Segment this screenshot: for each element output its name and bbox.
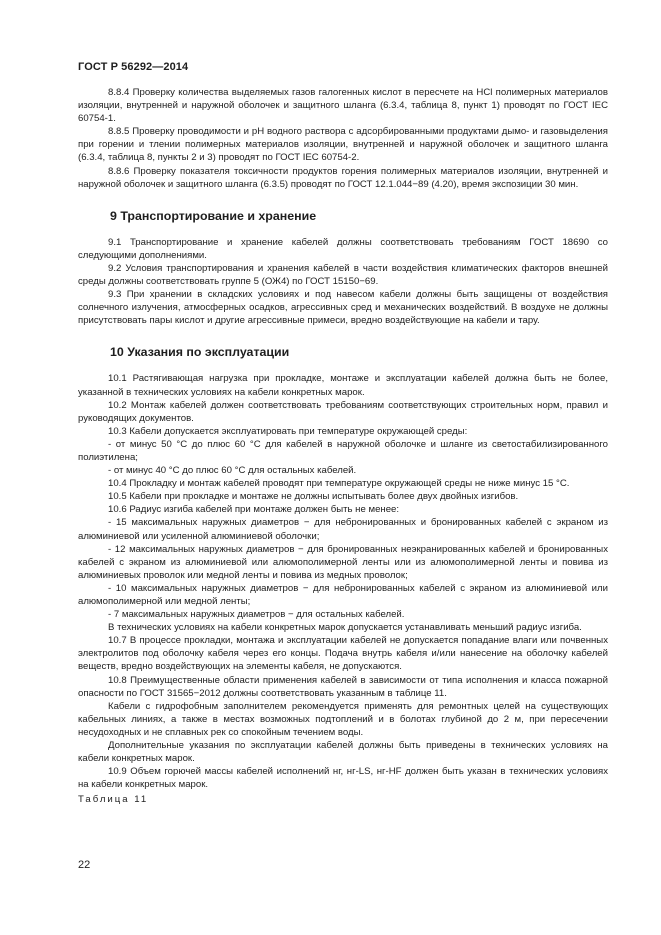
paragraph-10-3: 10.3 Кабели допускается эксплуатировать при температуре окружающей среды: [108, 425, 468, 437]
paragraph-8-8-4: 8.8.4 Проверку количества выделяемых газов галогенных кислот в пересчете на HCl полимерных материалов изоляции, внутренней и наружной оболочек и защитного шланга (6.3.4, таблица 8, пункт 1) проводят по ГОСТ IEC 60754-1. [78, 87, 608, 125]
paragraph-10-7: 10.7 В процессе прокладки, монтажа и эксплуатации кабелей не допускается попадание влаги или почвенных электролитов под оболочку кабеля через его концы. Подача внутрь кабеля и/или нанесение на оболочку кабелей веществ, вредно воздействующих на элементы кабеля, не допускаются. [78, 635, 608, 673]
paragraph-10-6: 10.6 Радиус изгиба кабелей при монтаже должен быть не менее: [108, 504, 400, 516]
paragraph-8-8-6: 8.8.6 Проверку показателя токсичности продуктов горения полимерных материалов изоляции, внутренней и наружной оболочек и защитного шланга (6.3.5) проводят по ГОСТ 12.1.044−89 (4.20), время экспозиции 30 мин. [78, 165, 608, 190]
paragraph-10-4: 10.4 Прокладку и монтаж кабелей проводят при температуре окружающей среды не ниже минус 15 °С. [108, 478, 570, 490]
section-heading-9: 9 Транспортирование и хранение [110, 208, 317, 223]
paragraph: Дополнительные указания по эксплуатации кабелей должны быть приведены в технических условиях на кабели конкретных марок. [78, 740, 608, 765]
paragraph-10-2: 10.2 Монтаж кабелей должен соответствовать требованиям соответствующих строительных норм, правил и руководящих документов. [78, 399, 608, 424]
paragraph-9-2: 9.2 Условия транспортирования и хранения кабелей в части воздействия климатических факторов внешней среды должны соответствовать группе 5 (ОЖ4) по ГОСТ 15150−69. [78, 262, 608, 288]
paragraph-10-1: 10.1 Растягивающая нагрузка при прокладке, монтаже и эксплуатации кабелей должна быть не более, указанной в технических условиях на кабели конкретных марок. [78, 373, 608, 398]
table-caption: Таблица 11 [78, 794, 149, 806]
list-item: - 15 максимальных наружных диаметров − для небронированных и бронированных кабелей с экраном из алюминиевой или усиленной алюминиевой оболочки; [78, 517, 608, 542]
paragraph-10-8: 10.8 Преимущественные области применения кабелей в зависимости от типа исполнения и класса пожарной опасности по ГОСТ 31565−2012 должны соответствовать указанным в таблице 11. [78, 674, 608, 699]
paragraph-10-5: 10.5 Кабели при прокладке и монтаже не должны испытывать более двух двойных изгибов. [108, 491, 519, 503]
paragraph: Кабели с гидрофобным заполнителем рекомендуется применять для ремонтных целей на существующих кабельных линиях, а также в местах возможных подтоплений и в болотах глубиной до 2 м, при пересечении несудоходных и не сплавных рек со спокойным течением воды. [78, 700, 608, 738]
section-heading-10: 10 Указания по эксплуатации [110, 345, 290, 360]
list-item: - 7 максимальных наружных диаметров − для остальных кабелей. [108, 609, 405, 621]
paragraph: В технических условиях на кабели конкретных марок допускается устанавливать меньший радиус изгиба. [108, 622, 582, 634]
paragraph-9-3: 9.3 При хранении в складских условиях и под навесом кабели должны быть защищены от воздействия солнечного излучения, атмосферных осадков, агрессивных сред и механических воздействий. В воздухе не должны присутствовать пары кислот и другие агрессивные примеси, вредно воздействующие на кабели и тару. [78, 289, 608, 327]
document-header: ГОСТ Р 56292—2014 [78, 61, 189, 73]
list-item: - от минус 50 °С до плюс 60 °С для кабелей в наружной оболочке и шланге из светостабилизированного полиэтилена; [78, 438, 608, 463]
paragraph-10-9: 10.9 Объем горючей массы кабелей исполнений нг, нг-LS, нг-HF должен быть указан в технических условиях на кабели конкретных марок. [78, 766, 608, 791]
list-item: - 12 максимальных наружных диаметров − для бронированных неэкранированных кабелей и бронированных кабелей с экраном из алюминиевой или алюмополимерной ленты или из алюмополимерной ленты и повива из алюминиевых проволок или медной ленты и повива из медных проволок; [78, 543, 608, 581]
list-item: - от минус 40 °С до плюс 60 °С для остальных кабелей. [108, 465, 357, 477]
list-item: - 10 максимальных наружных диаметров − для небронированных кабелей с экраном из алюминиевой или алюмополимерной или медной ленты; [78, 582, 608, 607]
document-body [78, 86, 608, 807]
paragraph-8-8-5: 8.8.5 Проверку проводимости и pH водного раствора с адсорбированными продуктами дымо- и газовыделения при горении и тлении полимерных материалов изоляции, внутренней и наружной оболочек и защитного шланга (6.3.4, таблица 8, пункты 2 и 3) проводят по ГОСТ IEC 60754-2. [78, 126, 608, 164]
page-number: 22 [78, 859, 91, 871]
paragraph-9-1: 9.1 Транспортирование и хранение кабелей должны соответствовать требованиям ГОСТ 18690 со следующими дополнениями. [78, 236, 608, 261]
